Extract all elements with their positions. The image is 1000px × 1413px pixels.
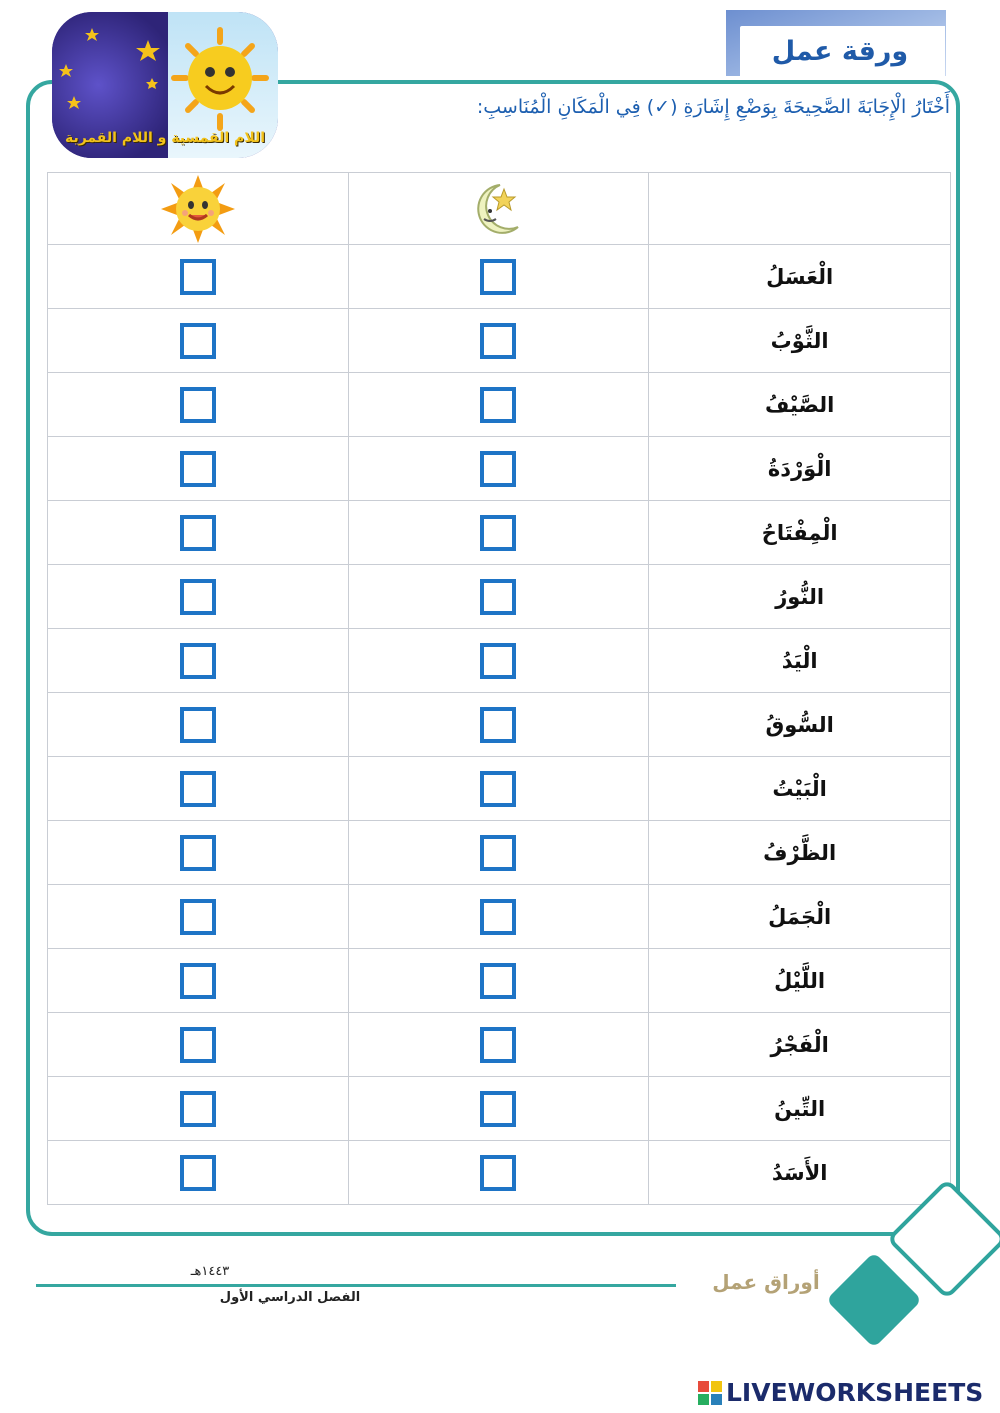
liveworksheets-watermark: LIVEWORKSHEETS <box>726 1378 984 1407</box>
word-cell <box>649 309 951 373</box>
moon-icon <box>84 42 132 128</box>
word-text: الْفَجْرُ <box>770 1032 829 1057</box>
table-row <box>48 437 951 501</box>
word-text: الثَّوْبُ <box>770 328 829 353</box>
word-text: السُّوقُ <box>765 712 834 737</box>
decor-diamond-filled <box>826 1252 922 1348</box>
footer-divider <box>36 1284 676 1287</box>
moon-checkbox-cell <box>348 1013 649 1077</box>
moon-checkbox-cell <box>348 629 649 693</box>
word-cell <box>649 885 951 949</box>
sun-checkbox-cell <box>48 309 349 373</box>
sun-checkbox-cell <box>48 1141 349 1205</box>
sun-icon <box>174 30 266 128</box>
moon-checkbox[interactable] <box>480 1027 516 1063</box>
table-row <box>48 885 951 949</box>
word-text: الْبَيْتُ <box>772 776 827 801</box>
header-moon-cell <box>348 173 649 245</box>
worksheet-title: ورقة عمل <box>771 36 909 67</box>
word-text: التِّينُ <box>774 1096 826 1121</box>
moon-checkbox-cell <box>348 693 649 757</box>
sun-checkbox-cell <box>48 757 349 821</box>
answer-table <box>47 172 951 1205</box>
word-cell <box>649 629 951 693</box>
word-text: الظَّرْفُ <box>763 840 837 865</box>
table-header-row <box>48 173 951 245</box>
sun-checkbox[interactable] <box>180 1091 216 1127</box>
word-cell <box>649 373 951 437</box>
table-row <box>48 501 951 565</box>
moon-icon <box>468 179 528 239</box>
moon-checkbox[interactable] <box>480 899 516 935</box>
sun-checkbox[interactable] <box>180 1155 216 1191</box>
liveworksheets-logo-icon <box>698 1381 722 1405</box>
word-text: الْجَمَلُ <box>768 904 832 929</box>
sun-checkbox-cell <box>48 501 349 565</box>
sun-checkbox[interactable] <box>180 835 216 871</box>
moon-checkbox[interactable] <box>480 771 516 807</box>
moon-checkbox-cell <box>348 373 649 437</box>
sun-checkbox-cell <box>48 885 349 949</box>
word-text: الصَّيْفُ <box>764 392 835 417</box>
table-row <box>48 949 951 1013</box>
header-empty-cell <box>649 173 951 245</box>
sun-checkbox[interactable] <box>180 515 216 551</box>
table-row <box>48 245 951 309</box>
moon-checkbox[interactable] <box>480 323 516 359</box>
word-text: الْمِفْتَاحُ <box>761 520 838 545</box>
moon-checkbox-cell <box>348 949 649 1013</box>
sun-checkbox[interactable] <box>180 259 216 295</box>
table-row <box>48 821 951 885</box>
moon-checkbox-cell <box>348 757 649 821</box>
table-row <box>48 1013 951 1077</box>
moon-checkbox-cell <box>348 245 649 309</box>
sun-checkbox-cell <box>48 1013 349 1077</box>
header-sun-cell <box>48 173 349 245</box>
sun-checkbox-cell <box>48 373 349 437</box>
footer-term: الفصل الدراسي الأول <box>219 1290 361 1305</box>
word-cell <box>649 245 951 309</box>
sun-checkbox-cell <box>48 245 349 309</box>
sun-checkbox[interactable] <box>180 643 216 679</box>
word-text: الْعَسَلُ <box>766 264 834 289</box>
sun-checkbox[interactable] <box>180 579 216 615</box>
word-text: الْيَدُ <box>781 648 818 673</box>
moon-checkbox-cell <box>348 1141 649 1205</box>
sun-icon <box>161 175 235 243</box>
table-row <box>48 565 951 629</box>
word-text: اللَّيْلُ <box>774 968 826 993</box>
moon-checkbox[interactable] <box>480 387 516 423</box>
table-row <box>48 629 951 693</box>
moon-checkbox[interactable] <box>480 707 516 743</box>
table-row <box>48 373 951 437</box>
moon-checkbox[interactable] <box>480 1091 516 1127</box>
sun-checkbox[interactable] <box>180 451 216 487</box>
sun-checkbox-cell <box>48 821 349 885</box>
table-row <box>48 1141 951 1205</box>
word-cell <box>649 949 951 1013</box>
sun-checkbox[interactable] <box>180 771 216 807</box>
table-row <box>48 309 951 373</box>
moon-checkbox[interactable] <box>480 835 516 871</box>
star-icon <box>59 28 160 109</box>
table-row <box>48 1077 951 1141</box>
moon-checkbox-cell <box>348 821 649 885</box>
word-cell <box>649 693 951 757</box>
moon-checkbox[interactable] <box>480 579 516 615</box>
sun-checkbox-cell <box>48 565 349 629</box>
moon-checkbox-cell <box>348 565 649 629</box>
moon-checkbox-cell <box>348 437 649 501</box>
moon-checkbox[interactable] <box>480 1155 516 1191</box>
word-cell <box>649 565 951 629</box>
word-cell <box>649 1077 951 1141</box>
footer-brand: أوراق عمل <box>712 1270 820 1294</box>
sun-checkbox[interactable] <box>180 899 216 935</box>
word-text: الأَسَدُ <box>771 1160 828 1185</box>
instruction-text: أَخْتَارُ الْإِجَابَةَ الصَّحِيحَةَ بِوَضْعِ إِشَارَةِ (✓) فِي الْمَكَانِ الْمُنَاسِبِ: <box>476 96 950 118</box>
table-row <box>48 757 951 821</box>
word-cell <box>649 757 951 821</box>
moon-checkbox-cell <box>348 1077 649 1141</box>
sun-checkbox-cell <box>48 949 349 1013</box>
moon-checkbox-cell <box>348 309 649 373</box>
word-cell <box>649 821 951 885</box>
sun-checkbox-cell <box>48 437 349 501</box>
moon-checkbox[interactable] <box>480 963 516 999</box>
sun-checkbox[interactable] <box>180 1027 216 1063</box>
word-text: النُّورُ <box>775 584 825 609</box>
moon-checkbox[interactable] <box>480 643 516 679</box>
table-row <box>48 693 951 757</box>
moon-checkbox[interactable] <box>480 515 516 551</box>
word-cell <box>649 501 951 565</box>
word-text: الْوَرْدَةُ <box>767 456 832 481</box>
sun-checkbox-cell <box>48 1077 349 1141</box>
word-cell <box>649 437 951 501</box>
moon-checkbox[interactable] <box>480 259 516 295</box>
sun-checkbox[interactable] <box>180 387 216 423</box>
sun-checkbox[interactable] <box>180 963 216 999</box>
word-cell <box>649 1141 951 1205</box>
sun-checkbox[interactable] <box>180 707 216 743</box>
table-body <box>48 245 951 1205</box>
moon-checkbox-cell <box>348 885 649 949</box>
sun-checkbox[interactable] <box>180 323 216 359</box>
sun-checkbox-cell <box>48 693 349 757</box>
logo-label: اللام القمسية و اللام القمرية <box>64 130 266 146</box>
sun-checkbox-cell <box>48 629 349 693</box>
moon-checkbox[interactable] <box>480 451 516 487</box>
moon-checkbox-cell <box>348 501 649 565</box>
footer-year: ١٤٤٣هـ <box>190 1264 230 1279</box>
word-cell <box>649 1013 951 1077</box>
